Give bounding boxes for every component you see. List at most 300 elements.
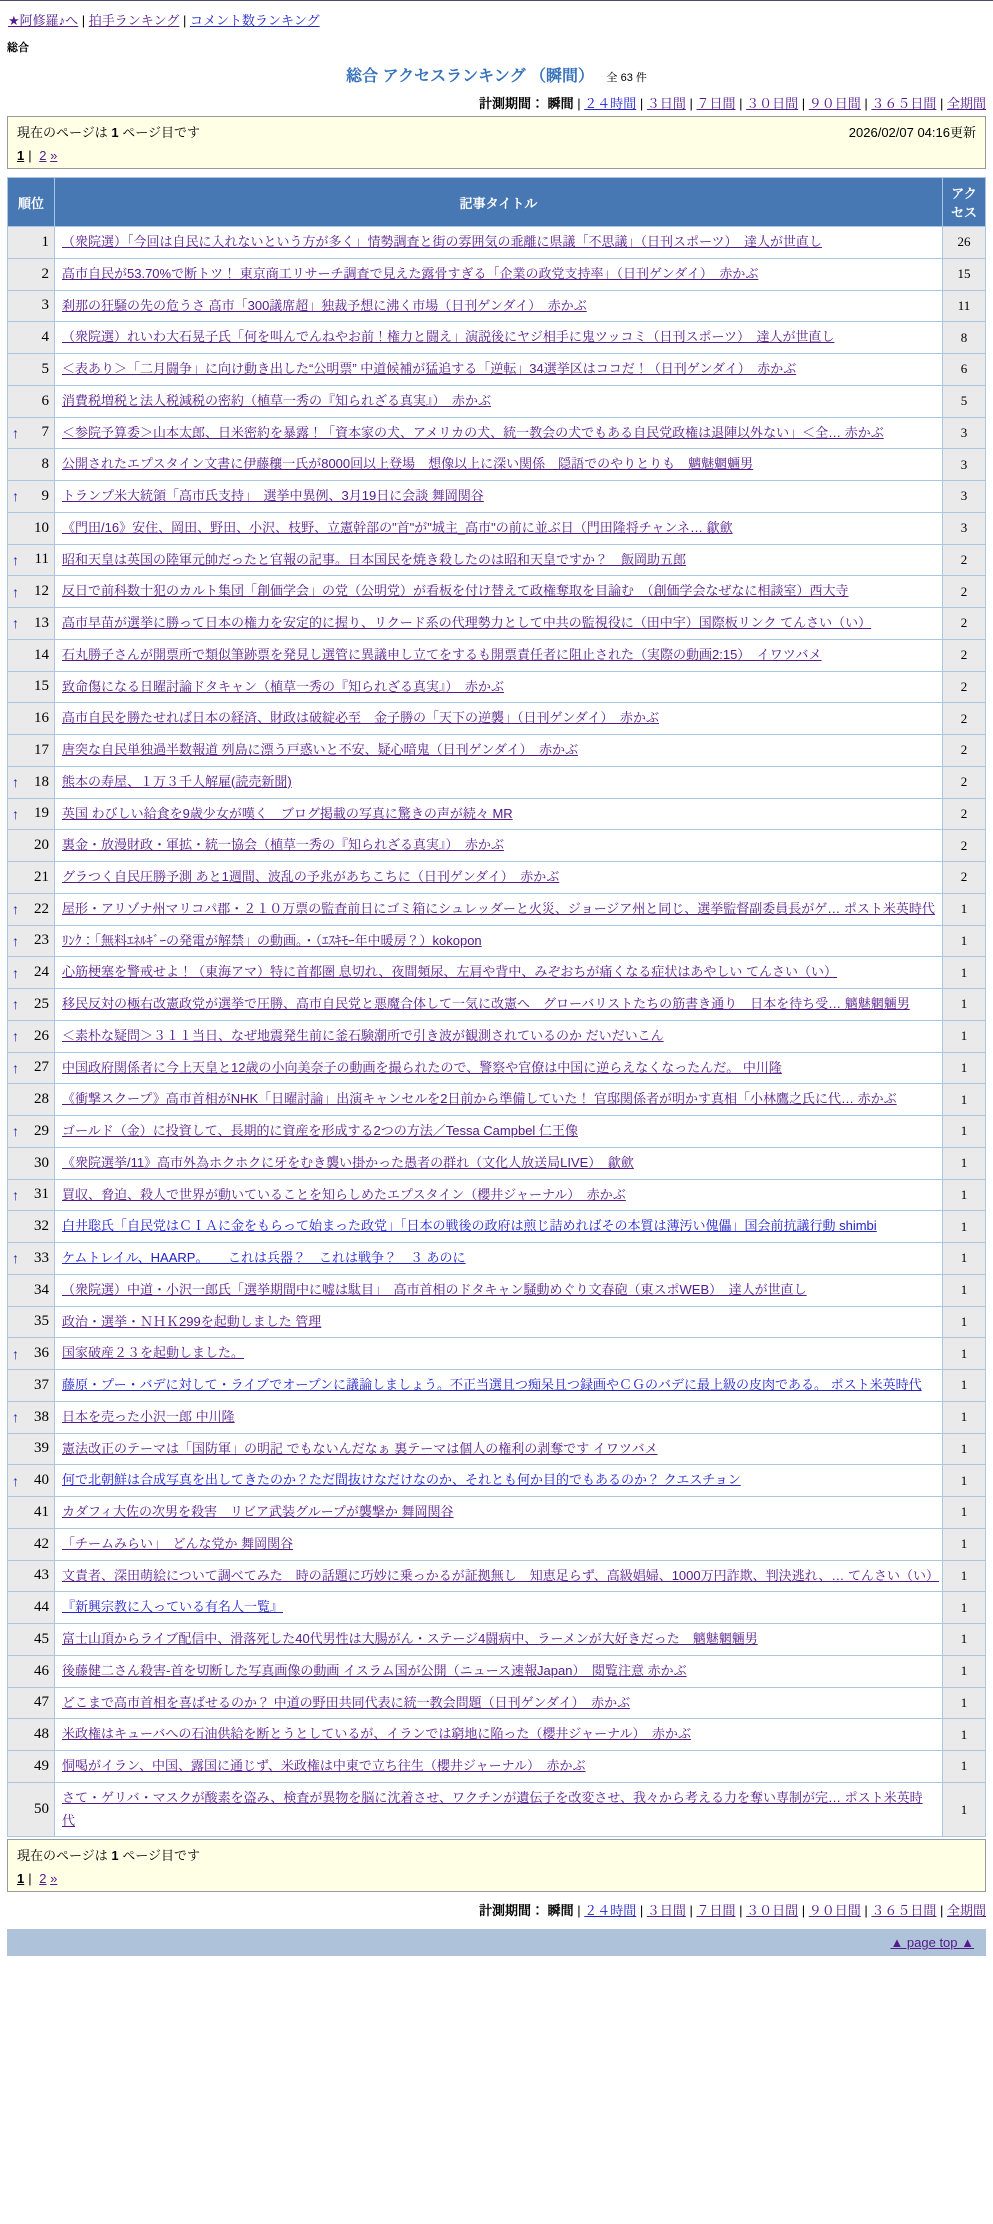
rank-cell [8, 766, 55, 798]
period-link[interactable]: ７日間 [696, 96, 736, 111]
table-row [8, 258, 986, 290]
access-count: 1 [943, 1179, 986, 1211]
article-link[interactable]: さて・ゲリバ・マスクが酸素を盗み、検査が異物を脳に沈着させ、ワクチンが遺伝子を改変させ、我々から考える力を奪い専制が完… ポスト米英時代 [62, 1789, 923, 1828]
rank-cell [8, 1147, 55, 1179]
pagination-current: 1 [17, 1871, 25, 1887]
article-link[interactable]: 「チームみらい」 どんな党か 舞岡関谷 [62, 1535, 294, 1551]
rank-number: 38 [34, 1408, 49, 1425]
article-link[interactable]: 恫喝がイラン、中国、露国に通じず、米政権は中東で立ち往生（櫻井ジャーナル） 赤かぶ [62, 1758, 586, 1773]
access-count: 2 [943, 798, 986, 830]
title-cell [55, 1433, 943, 1465]
rank-cell [8, 893, 55, 925]
table-row [8, 1179, 986, 1211]
top-nav: ★阿修羅♪へ | 拍手ランキング | コメント数ランキング [8, 13, 320, 28]
title-cell [55, 1116, 943, 1148]
rank-cell [8, 481, 55, 513]
rank-cell [8, 957, 55, 989]
access-count: 15 [943, 258, 986, 290]
period-link[interactable]: ３６５日間 [871, 1903, 937, 1919]
article-link[interactable]: 文責者、深田萌絵について調べてみた 時の話題に巧妙に乗っかるが証拠無し 知恵足らず、高級娼婦、1000万円詐欺、判決逃れ、… てんさい（い） [62, 1567, 940, 1583]
article-link[interactable]: 高市自民を勝たせれば日本の経済、財政は破綻必至 金子勝の「天下の逆襲」（日刊ゲンダイ） 赤かぶ [62, 710, 659, 726]
period-link[interactable]: ９０日間 [808, 1903, 861, 1919]
rank-cell-content [12, 1059, 49, 1076]
rank-cell [8, 1243, 55, 1275]
pagination-link[interactable]: 2 [39, 148, 47, 163]
access-count: 1 [943, 925, 986, 957]
rank-cell [8, 354, 55, 386]
rank-cell [8, 1179, 55, 1211]
title-cell [55, 576, 943, 608]
table-row [8, 798, 986, 830]
rank-number: 45 [34, 1630, 49, 1647]
access-count: 3 [943, 512, 986, 544]
rank-cell [8, 1497, 55, 1529]
rank-cell-content [12, 869, 49, 886]
title-cell [55, 639, 943, 671]
up-arrow-icon: ↑ [12, 1472, 19, 1489]
rank-number: 27 [34, 1059, 49, 1076]
rank-number: 16 [34, 710, 49, 727]
title-cell [55, 1020, 943, 1052]
period-link[interactable]: ３６５日間 [871, 96, 937, 111]
access-count: 1 [943, 1655, 986, 1687]
table-row [8, 322, 986, 354]
title-cell [55, 798, 943, 830]
article-link[interactable]: 屋形・アリゾナ州マリコパ郡・２１０万票の監査前日にゴミ箱にシュレッダーと火災、ジョージア州と同じ、選挙監督副委員長がゲ… ポスト米英時代 [62, 900, 935, 916]
period-link[interactable]: 全期間 [946, 96, 986, 111]
pagination-link[interactable]: » [50, 148, 58, 163]
table-row [8, 1370, 986, 1402]
up-arrow-icon: ↑ [12, 1250, 19, 1267]
access-count: 3 [943, 481, 986, 513]
page-title-line [7, 61, 986, 88]
rank-cell-content [12, 1091, 49, 1108]
rank-cell-content [12, 1218, 49, 1235]
access-count: 1 [943, 1497, 986, 1529]
title-cell [55, 290, 943, 322]
rank-cell [8, 1274, 55, 1306]
rank-cell [8, 1020, 55, 1052]
access-count: 1 [943, 1592, 986, 1624]
table-row [8, 1306, 986, 1338]
title-cell [55, 1179, 943, 1211]
title-cell [55, 449, 943, 481]
table-row [8, 417, 986, 449]
rank-cell [8, 1592, 55, 1624]
rank-cell [8, 1782, 55, 1837]
access-count: 3 [943, 449, 986, 481]
article-link[interactable]: 英国 わびしい給食を9歳少女が嘆く ブログ掲載の写真に驚きの声が続々 MR [62, 805, 513, 821]
article-link[interactable]: 《衝撃スクープ》高市首相がNHK「日曜討論」出演キャンセルを2日前から準備していた！ 官邸関係者が明かす真相「小林鷹之氏に代… 赤かぶ [62, 1091, 897, 1107]
title-cell [55, 258, 943, 290]
rank-number: 26 [34, 1027, 49, 1044]
rank-number: 31 [34, 1186, 49, 1203]
access-count: 2 [943, 544, 986, 576]
rank-number: 12 [34, 583, 49, 600]
pagination-link[interactable]: 2 [39, 1871, 47, 1887]
table-row [8, 1719, 986, 1751]
table-row [8, 1655, 986, 1687]
article-link[interactable]: グラつく自民圧勝予測 あと1週間、波乱の予兆があちこちに（日刊ゲンダイ） 赤かぶ [62, 869, 560, 884]
access-count: 2 [943, 766, 986, 798]
access-count: 1 [943, 1274, 986, 1306]
column-header-access: アクセス [943, 178, 986, 227]
rank-cell-content [12, 393, 49, 410]
rank-cell [8, 1401, 55, 1433]
period-label: 計測期間： [478, 1903, 548, 1919]
article-link[interactable]: ＜参院予算委＞山本太郎、日米密約を暴露！「資本家の犬、アメリカの犬、統一教会の犬でもある自民党政権は退陣以外ない」＜全… 赤かぶ [62, 424, 884, 440]
footer-bar [7, 1929, 986, 1956]
article-link[interactable]: （衆院選）「今回は自民に入れないという方が多く」情勢調査と街の雰囲気の乖離に県議「不思議」（日刊スポーツ） 達人が世直し [62, 234, 822, 249]
rank-number: 22 [34, 900, 49, 917]
rank-cell-content [12, 361, 49, 378]
title-cell [55, 1782, 943, 1837]
rank-cell [8, 1338, 55, 1370]
pagination-bottom [17, 1871, 976, 1888]
article-link[interactable]: どこまで高市首相を喜ばせるのか？ 中道の野田共同代表に統一教会問題（日刊ゲンダイ） 赤かぶ [62, 1694, 631, 1710]
rank-number: 9 [41, 487, 49, 504]
article-link[interactable]: 裏金・放漫財政・軍拡・統一協会（植草一秀の『知られざる真実』） 赤かぶ [62, 837, 505, 853]
rank-number: 48 [34, 1726, 49, 1743]
rank-number: 50 [34, 1801, 49, 1817]
article-link[interactable]: 買収、脅迫、殺人で世界が動いていることを知らしめたエプスタイン（櫻井ジャーナル） 赤かぶ [62, 1186, 626, 1202]
article-link[interactable]: 中国政府関係者に今上天皇と12歳の小向美奈子の動画を撮られたので、警察や官僚は中国に逆らえなくなったんだ。 中川隆 [62, 1059, 782, 1075]
rank-cell [8, 1084, 55, 1116]
rank-cell [8, 1116, 55, 1148]
access-count: 1 [943, 1243, 986, 1275]
period-link[interactable]: ９０日間 [808, 96, 861, 111]
rank-cell-content [12, 1631, 49, 1648]
up-arrow-icon: ↑ [12, 901, 19, 918]
current-page-prefix: 現在のページは [17, 125, 108, 140]
title-cell [55, 1147, 943, 1179]
rank-cell-content [12, 647, 49, 664]
rank-cell-content [12, 1567, 49, 1584]
title-cell [55, 925, 943, 957]
article-link[interactable]: 熊本の寿屋、１万３千人解雇(読売新聞) [62, 773, 292, 789]
access-count: 1 [943, 1560, 986, 1592]
rank-cell-content [12, 1250, 49, 1267]
period-link[interactable]: 全期間 [946, 1903, 986, 1919]
pagination-top [17, 148, 976, 165]
rank-cell-content [12, 1409, 49, 1426]
article-link[interactable]: 公開されたエプスタイン文書に伊藤穰一氏が8000回以上登場 想像以上に深い関係 隠語でのやりとりも 魑魅魍魎男 [62, 456, 754, 472]
article-link[interactable]: カダフィ大佐の次男を殺害 リビア武装グループが襲撃か 舞岡関谷 [62, 1504, 454, 1519]
period-link[interactable]: ３０日間 [746, 96, 799, 111]
period-link[interactable]: ２４時間 [584, 1903, 637, 1919]
rank-cell-content [12, 234, 49, 251]
table-row [8, 639, 986, 671]
up-arrow-icon: ↑ [12, 424, 19, 441]
table-row [8, 1592, 986, 1624]
pagination-link[interactable]: » [50, 1871, 58, 1887]
rank-cell-content [12, 837, 49, 854]
article-link[interactable]: （衆院選）れいわ大石晃子氏「何を叫んでんねやお前！権力と闘え」演説後にヤジ相手に鬼ツッコミ（日刊スポーツ） 達人が世直し [62, 329, 835, 345]
rank-cell-content [12, 1028, 49, 1045]
rank-cell-content [12, 774, 49, 791]
article-link[interactable]: 高市自民が53.70%で断トツ！ 東京商工リサーチ調査で見えた露骨すぎる「企業の政党支持率」（日刊ゲンダイ） 赤かぶ [62, 265, 759, 281]
rank-cell [8, 1655, 55, 1687]
rank-cell-content [12, 964, 49, 981]
up-arrow-icon: ↑ [12, 1028, 19, 1045]
rank-cell-content [12, 488, 49, 505]
rank-cell-content [12, 1504, 49, 1521]
ranking-table [7, 177, 986, 1837]
rank-number: 39 [34, 1440, 49, 1457]
rank-cell [8, 227, 55, 259]
up-arrow-icon: ↑ [12, 583, 19, 600]
pagination-current: 1 [17, 148, 25, 163]
article-link[interactable]: 致命傷になる日曜討論ドタキャン（植草一秀の『知られざる真実』） 赤かぶ [62, 678, 505, 694]
rank-cell [8, 1687, 55, 1719]
up-arrow-icon: ↑ [12, 1409, 19, 1426]
rank-number: 34 [34, 1281, 49, 1298]
title-cell [55, 893, 943, 925]
table-row [8, 1243, 986, 1275]
nav-link[interactable]: 拍手ランキング [88, 13, 180, 28]
page-info-row [17, 122, 976, 141]
title-cell [55, 1401, 943, 1433]
up-arrow-icon: ↑ [12, 488, 19, 505]
title-cell [55, 830, 943, 862]
table-row [8, 1782, 986, 1837]
access-count: 1 [943, 1624, 986, 1656]
table-row [8, 1465, 986, 1497]
column-header-rank: 順位 [8, 178, 55, 227]
title-cell [55, 1465, 943, 1497]
rank-number: 14 [34, 646, 49, 663]
category-label: 総合 [7, 42, 29, 54]
access-count: 11 [943, 290, 986, 322]
access-count: 5 [943, 385, 986, 417]
access-count: 2 [943, 576, 986, 608]
rank-cell-content [12, 456, 49, 473]
pagination-separator: | [28, 1871, 32, 1887]
rank-number: 47 [34, 1694, 49, 1711]
rank-cell-content [12, 901, 49, 918]
article-link[interactable]: 憲法改正のテーマは「国防軍」の明記 でもないんだなぁ 裏テーマは個人の権利の剥奪です イワツバメ [62, 1440, 658, 1456]
access-count: 1 [943, 957, 986, 989]
title-cell [55, 1370, 943, 1402]
table-row [8, 512, 986, 544]
rank-number: 44 [34, 1599, 49, 1616]
rank-cell [8, 1751, 55, 1783]
article-link[interactable]: 《門田/16》安住、岡田、野田、小沢、枝野、立憲幹部の"首"が"城主_高市"の前に並ぶ日（門田隆将チャンネ… 歙歛 [62, 519, 733, 535]
period-selector-top: 計測期間： 瞬間 | ２４時間 | ３日間 | ７日間 | ３０日間 | ９０日間 | ３６５日間 | 全期間 [478, 96, 986, 111]
rank-cell-content [12, 1694, 49, 1711]
rank-number: 11 [34, 551, 49, 568]
rank-number: 36 [34, 1345, 49, 1362]
rank-cell-content [12, 1599, 49, 1616]
table-row [8, 576, 986, 608]
rank-cell [8, 1624, 55, 1656]
access-count: 3 [943, 417, 986, 449]
rank-cell-content [12, 710, 49, 727]
period-link[interactable]: ７日間 [696, 1903, 736, 1919]
rank-number: 5 [41, 360, 49, 377]
rank-number: 46 [34, 1662, 49, 1679]
page-info-row [17, 1845, 976, 1864]
access-count: 1 [943, 1147, 986, 1179]
rank-cell [8, 1052, 55, 1084]
rank-number: 43 [34, 1567, 49, 1584]
rank-cell-content [12, 1536, 49, 1553]
rank-number: 21 [34, 868, 49, 885]
title-cell [55, 957, 943, 989]
article-link[interactable]: 移民反対の極右改憲政党が選挙で圧勝、高市自民党と悪魔合体して一気に改憲へ グローバリストたちの筋書き通り 日本を待ち受… 魑魅魍魎男 [62, 996, 910, 1011]
article-link[interactable]: 何で北朝鮮は合成写真を出してきたのか？ただ間抜けなだけなのか、それとも何か目的でもあるのか？ クエスチョン [62, 1472, 741, 1488]
rank-number: 4 [41, 329, 49, 346]
page-title: 総合 アクセスランキング （瞬間） [346, 68, 595, 85]
access-count: 1 [943, 1433, 986, 1465]
rank-number: 25 [34, 995, 49, 1012]
period-link[interactable]: ３日間 [646, 96, 686, 111]
article-link[interactable]: ﾘﾝｸ：「無料ｴﾈﾙｷﾞｰの発電が解禁」の動画。・（ｴｽｷﾓｰ年中暖房？）kokopon [62, 932, 482, 948]
rank-cell-content [12, 1155, 49, 1172]
rank-cell [8, 544, 55, 576]
article-link[interactable]: ゴールド（金）に投資して、長期的に資産を形成する2つの方法／Tessa Campbel 仁王像 [62, 1123, 578, 1138]
rank-number: 42 [34, 1535, 49, 1552]
table-row [8, 893, 986, 925]
title-cell [55, 1274, 943, 1306]
article-link[interactable]: 政治・選挙・ＮＨＫ299を起動しました 管理 [62, 1313, 322, 1329]
access-count: 1 [943, 1084, 986, 1116]
table-row [8, 1211, 986, 1243]
rank-cell-content [12, 1377, 49, 1394]
table-row [8, 449, 986, 481]
nav-link[interactable]: コメント数ランキング [190, 13, 320, 28]
access-count: 2 [943, 608, 986, 640]
nav-link[interactable]: ★阿修羅♪へ [8, 13, 79, 28]
access-count: 1 [943, 1116, 986, 1148]
rank-cell [8, 322, 55, 354]
article-link[interactable]: 日本を売った小沢一郎 中川隆 [62, 1408, 235, 1424]
article-link[interactable]: 国家破産２３を起動しました。 [62, 1345, 245, 1361]
access-count: 2 [943, 671, 986, 703]
rank-cell [8, 576, 55, 608]
current-page-text [17, 1845, 200, 1864]
title-cell [55, 989, 943, 1021]
article-link[interactable]: 唐突な自民単独過半数報道 列島に漂う戸惑いと不安、疑心暗鬼（日刊ゲンダイ） 赤かぶ [62, 742, 579, 757]
access-count: 1 [943, 1687, 986, 1719]
article-link[interactable]: 白井聡氏「自民党はＣＩＡに金をもらって始まった政党」「日本の戦後の政府は煎じ詰めればその本質は薄汚い傀儡」国会前抗議行動 shimbi [62, 1218, 877, 1234]
title-cell [55, 735, 943, 767]
article-link[interactable]: 富士山頂からライブ配信中、滑落死した40代男性は大腸がん・ステージ4闘病中、ラーメンが大好きだった 魑魅魍魎男 [62, 1631, 758, 1646]
article-link[interactable]: （衆院選）中道・小沢一郎氏「選挙期間中に嘘は駄目」 高市首相のドタキャン騒動めぐり文春砲（東スポWEB） 達人が世直し [62, 1281, 807, 1297]
period-link[interactable]: ３０日間 [746, 1903, 799, 1919]
title-cell [55, 354, 943, 386]
access-count: 26 [943, 227, 986, 259]
table-row [8, 1052, 986, 1084]
rank-cell [8, 830, 55, 862]
title-cell [55, 766, 943, 798]
article-link[interactable]: トランプ米大統領「高市氏支持」 選挙中異例、3月19日に会談 舞岡関谷 [62, 488, 484, 503]
rank-cell [8, 417, 55, 449]
rank-number: 23 [34, 932, 49, 949]
access-count: 2 [943, 735, 986, 767]
title-cell [55, 481, 943, 513]
up-arrow-icon: ↑ [12, 996, 19, 1013]
rank-cell [8, 1211, 55, 1243]
table-row [8, 957, 986, 989]
table-row [8, 1751, 986, 1783]
rank-number: 2 [41, 265, 49, 282]
article-link[interactable]: 《衆院選挙/11》高市外為ホクホクに牙をむき襲い掛かった愚者の群れ（文化人放送局LIVE） 歙歛 [62, 1154, 634, 1170]
page-top-link[interactable]: ▲ page top ▲ [890, 1935, 974, 1951]
page-info-box-bottom [7, 1839, 986, 1892]
article-link[interactable]: 『新興宗教に入っている有名人一覧』 [62, 1599, 284, 1615]
article-link[interactable]: 藤原・プー・バデに対して・ライブでオープンに議論しましょう。不正当選且つ痴呆且つ録画やＣＧのバデに最上級の皮肉である。 ポスト米英時代 [62, 1377, 922, 1392]
title-cell [55, 1052, 943, 1084]
access-count: 1 [943, 1401, 986, 1433]
up-arrow-icon: ↑ [12, 551, 19, 568]
rank-number: 13 [34, 614, 49, 631]
table-row [8, 1147, 986, 1179]
table-row [8, 1084, 986, 1116]
title-cell [55, 227, 943, 259]
title-cell [55, 671, 943, 703]
article-link[interactable]: 高市早苗が選挙に勝って日本の権力を安定的に握り、リクード系の代理勢力として中共の監視役に（田中宇）国際板リンク てんさい（い） [62, 615, 872, 630]
rank-number: 30 [34, 1154, 49, 1171]
period-link[interactable]: ２４時間 [584, 96, 637, 111]
article-link[interactable]: 消費税増税と法人税減税の密約（植草一秀の『知られざる真実』） 赤かぶ [62, 392, 492, 408]
rank-number: 32 [34, 1218, 49, 1235]
rank-cell [8, 258, 55, 290]
access-count: 1 [943, 1528, 986, 1560]
article-link[interactable]: 反日で前科数十犯のカルト集団「創価学会」の党（公明党）が看板を付け替えて政権奪取を目論む （創価学会なぜなに相談室）西大寺 [62, 583, 849, 599]
access-count: 1 [943, 1338, 986, 1370]
rank-number: 15 [34, 678, 49, 695]
up-arrow-icon: ↑ [12, 964, 19, 981]
access-count: 1 [943, 1020, 986, 1052]
rank-number: 10 [34, 519, 49, 536]
rank-cell [8, 798, 55, 830]
rank-cell-content [12, 551, 49, 568]
rank-cell [8, 862, 55, 894]
rank-cell [8, 639, 55, 671]
article-link[interactable]: ＜素朴な疑問＞３１１当日、なぜ地震発生前に釜石験潮所で引き波が観測されているのか だいだいこん [62, 1027, 664, 1043]
rank-cell-content [12, 297, 49, 314]
rank-cell-content [12, 1313, 49, 1330]
rank-cell-content [12, 266, 49, 283]
current-page-text [17, 122, 200, 141]
rank-number: 3 [41, 297, 49, 314]
period-link[interactable]: ３日間 [646, 1903, 686, 1919]
rank-cell-content [12, 615, 49, 632]
access-count: 1 [943, 989, 986, 1021]
rank-cell-content [12, 1801, 49, 1818]
article-link[interactable]: 石丸勝子さんが開票所で類似筆跡票を発見し選管に異議申し立てをするも開票責任者に阻止された（実際の動画2:15） イワツバメ [62, 646, 822, 662]
title-cell [55, 1719, 943, 1751]
rank-cell-content [12, 424, 49, 441]
access-count: 8 [943, 322, 986, 354]
rank-cell-content [12, 678, 49, 695]
rank-cell-content [12, 996, 49, 1013]
article-link[interactable]: 後藤健二さん殺害-首を切断した写真画像の動画 イスラム国が公開（ニュース速報Japan） 閲覧注意 赤かぶ [62, 1662, 687, 1678]
article-link[interactable]: 心筋梗塞を警戒せよ！（東海アマ）特に首都圏 息切れ、夜間頻尿、左肩や背中、みぞおちが痛くなる症状はあやしい てんさい（い） [62, 964, 838, 980]
article-link[interactable]: 刹那の狂騒の先の危うさ 高市「300議席超」独裁予想に沸く市場（日刊ゲンダイ） 赤かぶ [62, 297, 587, 313]
article-link[interactable]: ＜表あり＞「二月闘争」に向け動き出した“公明票” 中道候補が猛追する「逆転」34選挙区はココだ！（日刊ゲンダイ） 赤かぶ [62, 361, 797, 376]
article-link[interactable]: ケムトレイル、HAARP。 これは兵器？ これは戦争？ ３ あのに [62, 1250, 466, 1265]
pagination-separator: | [28, 148, 32, 163]
up-arrow-icon: ↑ [12, 932, 19, 949]
article-link[interactable]: 米政権はキューバへの石油供給を断とうとしているが、イランでは窮地に陥った（櫻井ジャーナル） 赤かぶ [62, 1726, 691, 1742]
table-row [8, 1401, 986, 1433]
table-row [8, 385, 986, 417]
article-link[interactable]: 昭和天皇は英国の陸軍元帥だったと官報の記事。日本国民を焼き殺したのは昭和天皇ですか？ 飯岡助五郎 [62, 551, 687, 567]
access-count: 1 [943, 1465, 986, 1497]
rank-cell [8, 671, 55, 703]
